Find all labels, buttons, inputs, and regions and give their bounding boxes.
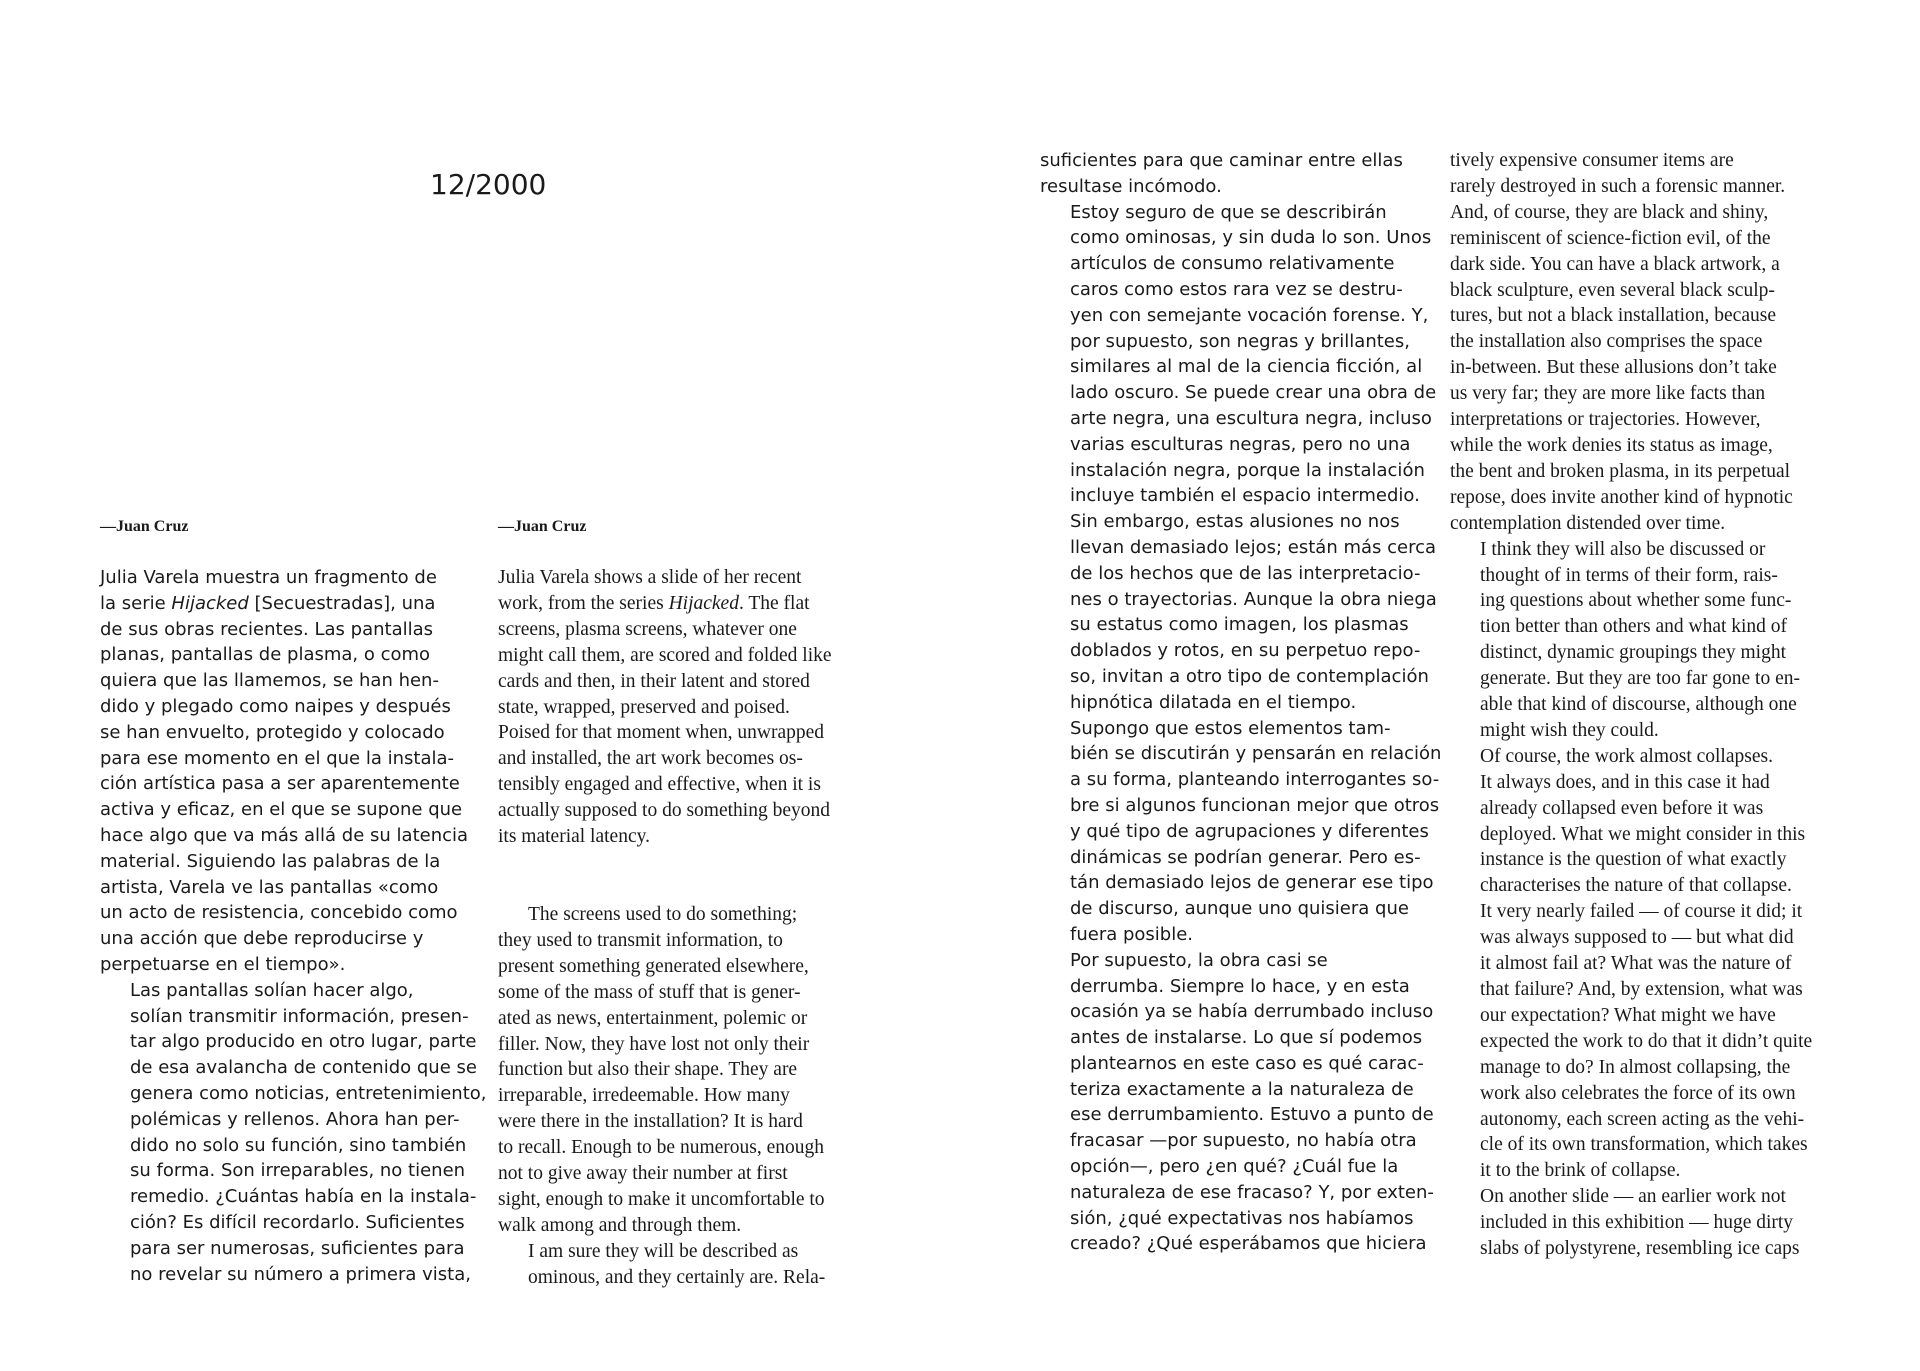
- text-line: distinct, dynamic groupings they might: [1480, 642, 1787, 664]
- text-line: la serie Hijacked [Secuestradas], una: [100, 592, 436, 614]
- text-line: deployed. What we might consider in this: [1480, 823, 1806, 845]
- text-line: una acción que debe reproducirse y: [100, 928, 424, 950]
- text-line: ing questions about whether some func-: [1480, 590, 1792, 612]
- text-line: present something generated elsewhere,: [498, 955, 809, 977]
- text-line: included in this exhibition — huge dirty: [1480, 1212, 1794, 1234]
- paragraph: [100, 565, 485, 978]
- text-line: expected the work to do that it didn’t quite: [1480, 1030, 1813, 1052]
- paragraph: [498, 902, 878, 1239]
- text-line: tion better than others and what kind of: [1480, 616, 1788, 638]
- text-line: irreparable, irredeemable. How many: [498, 1085, 790, 1107]
- text-line: screens, plasma screens, whatever one: [498, 618, 797, 640]
- text-line: ese derrumbamiento. Estuvo a punto de: [1070, 1104, 1434, 1126]
- text-line: perpetuarse en el tiempo».: [100, 953, 346, 975]
- text-line: suficientes para que caminar entre ellas: [1040, 150, 1403, 171]
- column-english-2: [1450, 148, 1840, 1262]
- text-line: Julia Varela shows a slide of her recent: [498, 567, 802, 588]
- text-line: that failure? And, by extension, what was: [1480, 979, 1803, 1000]
- text-line: su forma. Son irreparables, no tienen: [130, 1160, 466, 1182]
- text-line: It always does, and in this case it had: [1480, 771, 1770, 793]
- text-line: arte negra, una escultura negra, incluso: [1070, 407, 1432, 429]
- text-line: para ese momento en el que la instala-: [100, 747, 454, 769]
- text-line: a su forma, planteando interrogantes so-: [1070, 769, 1440, 791]
- text-line: remedio. ¿Cuántas había en la instala-: [130, 1186, 477, 1208]
- text-line: were there in the installation? It is hard: [498, 1111, 803, 1133]
- text-line: dinámicas se podrían generar. Pero es-: [1070, 846, 1421, 868]
- column-spanish-2: [1040, 148, 1442, 1257]
- text-line: tures, but not a black installation, because: [1450, 305, 1776, 327]
- text-line: fuera posible.: [1070, 923, 1194, 945]
- byline-spanish: —Juan Cruz: [100, 518, 189, 535]
- text-line: activa y eficaz, en el que se supone que: [100, 799, 463, 821]
- text-line: similares al mal de la ciencia ficción, al: [1070, 356, 1423, 378]
- text-line: plantearnos en este caso es qué carac-: [1070, 1052, 1424, 1074]
- text-line: thought of in terms of their form, rais-: [1480, 564, 1778, 586]
- text-line: the installation also comprises the space: [1450, 331, 1763, 353]
- text-line: rarely destroyed in such a forensic manner.: [1450, 175, 1786, 197]
- text-line: On another slide — an earlier work not: [1480, 1186, 1786, 1208]
- text-line: Supongo que estos elementos tam-: [1070, 717, 1391, 739]
- text-line: And, of course, they are black and shiny,: [1450, 201, 1769, 223]
- text-line: black sculpture, even several black sculp-: [1450, 279, 1775, 301]
- paragraph: [498, 565, 878, 850]
- text-line: repose, does invite another kind of hypnotic: [1450, 486, 1793, 508]
- text-line: solían transmitir información, presen-: [130, 1005, 469, 1027]
- text-line: tar algo producido en otro lugar, parte: [130, 1031, 477, 1053]
- text-line: como ominosas, y sin duda lo son. Unos: [1070, 227, 1432, 249]
- text-line: de esa avalancha de contenido que se: [130, 1057, 477, 1079]
- text-line: reminiscent of science-fiction evil, of the: [1450, 227, 1771, 249]
- series-title: Hijacked: [171, 592, 249, 614]
- text-line: so, invitan a otro tipo de contemplación: [1070, 665, 1429, 687]
- text-line: tively expensive consumer items are: [1450, 150, 1734, 171]
- column-spanish-1: [100, 565, 485, 1287]
- text-line: actually supposed to do something beyond: [498, 800, 830, 822]
- text-line: It very nearly failed — of course it did; it: [1480, 901, 1803, 923]
- paragraph: [498, 1239, 878, 1291]
- text-line: was always supposed to — but what did: [1480, 927, 1794, 949]
- text-line: to recall. Enough to be numerous, enough: [498, 1137, 825, 1159]
- text-line: bre si algunos funcionan mejor que otros: [1070, 794, 1440, 816]
- text-line: incluye también el espacio intermedio.: [1070, 485, 1420, 507]
- text-line: caros como estos rara vez se destru-: [1070, 278, 1403, 300]
- text-line: lado oscuro. Se puede crear una obra de: [1070, 382, 1437, 404]
- text-line: hipnótica dilatada en el tiempo.: [1070, 691, 1357, 713]
- text-line: instalación negra, porque la instalación: [1070, 459, 1425, 481]
- text-line: planas, pantallas de plasma, o como: [100, 644, 431, 666]
- text-line: Por supuesto, la obra casi se: [1070, 949, 1328, 971]
- text-line: Julia Varela muestra un fragmento de: [100, 567, 437, 588]
- text-line: cle of its own transformation, which takes: [1480, 1134, 1808, 1156]
- text-line: de los hechos que de las interpretacio-: [1070, 562, 1421, 584]
- text-line: already collapsed even before it was: [1480, 797, 1764, 819]
- paragraph: [1040, 200, 1437, 716]
- text-line: while the work denies its status as image,: [1450, 434, 1773, 456]
- text-line: us very far; they are more like facts than: [1450, 383, 1766, 405]
- paragraph: [1450, 744, 1840, 1184]
- text-line: naturaleza de ese fracaso? Y, por exten-: [1070, 1181, 1434, 1203]
- paragraph: [1450, 148, 1840, 537]
- text-line: and installed, the art work becomes os-: [498, 748, 803, 770]
- text-line: autonomy, each screen acting as the vehi-: [1480, 1108, 1805, 1130]
- text-line: they used to transmit information, to: [498, 929, 783, 951]
- text-line: state, wrapped, preserved and poised.: [498, 696, 790, 718]
- text-line: ción? Es difícil recordarlo. Suficientes: [130, 1211, 465, 1233]
- text-line: artículos de consumo relativamente: [1070, 253, 1395, 275]
- text-line: un acto de resistencia, concebido como: [100, 902, 458, 924]
- text-line: varias esculturas negras, pero no una: [1070, 433, 1411, 455]
- text-line: material. Siguiendo las palabras de la: [100, 850, 441, 872]
- text-line: instance is the question of what exactly: [1480, 849, 1787, 871]
- text-line: su estatus como imagen, los plasmas: [1070, 614, 1409, 636]
- text-line: Las pantallas solían hacer algo,: [130, 979, 414, 1001]
- text-line: yen con semejante vocación forense. Y,: [1070, 304, 1429, 326]
- text-line: Of course, the work almost collapses.: [1480, 745, 1773, 767]
- text-line: able that kind of discourse, although one: [1480, 694, 1797, 716]
- text-line: nes o trayectorias. Aunque la obra niega: [1070, 588, 1437, 610]
- text-line: resultase incómodo.: [1040, 175, 1222, 197]
- text-line: our expectation? What might we have: [1480, 1004, 1776, 1026]
- text-line: interpretations or trajectories. However,: [1450, 409, 1761, 431]
- text-line: bién se discutirán y pensarán en relación: [1070, 743, 1442, 765]
- text-line: function but also their shape. They are: [498, 1059, 798, 1081]
- byline-english: —Juan Cruz: [498, 518, 587, 535]
- paragraph: [1040, 148, 1420, 200]
- text-line: derrumba. Siempre lo hace, y en esta: [1070, 975, 1410, 997]
- text-line: Poised for that moment when, unwrapped: [498, 722, 825, 744]
- text-line: might call them, are scored and folded like: [498, 644, 832, 666]
- text-line: y qué tipo de agrupaciones y diferentes: [1070, 820, 1429, 842]
- column-english-1: [498, 565, 878, 1291]
- text-line: se han envuelto, protegido y colocado: [100, 721, 445, 743]
- text-line: in-between. But these allusions don’t take: [1450, 357, 1777, 379]
- text-line: antes de instalarse. Lo que sí podemos: [1070, 1027, 1423, 1049]
- text-line: it to the brink of collapse.: [1480, 1160, 1681, 1182]
- text-line: Estoy seguro de que se describirán: [1070, 201, 1387, 223]
- text-line: sight, enough to make it uncomfortable to: [498, 1188, 825, 1210]
- text-line: generate. But they are too far gone to en-: [1480, 668, 1800, 690]
- text-line: de discurso, aunque uno quisiera que: [1070, 898, 1409, 920]
- text-line: fracasar —por supuesto, no había otra: [1070, 1130, 1417, 1152]
- page-title: 12/2000: [430, 168, 547, 201]
- text-line: dido no solo su función, sino también: [130, 1134, 467, 1156]
- text-line: walk among and through them.: [498, 1214, 742, 1236]
- text-line: not to give away their number at first: [498, 1163, 788, 1185]
- text-line: dido y plegado como naipes y después: [100, 695, 451, 717]
- text-line: characterises the nature of that collapse.: [1480, 875, 1792, 897]
- text-line: tán demasiado lejos de generar ese tipo: [1070, 872, 1434, 894]
- text-line: dark side. You can have a black artwork, a: [1450, 253, 1780, 275]
- paragraph: [1040, 716, 1442, 948]
- text-line: teriza exactamente a la naturaleza de: [1070, 1078, 1414, 1100]
- text-line: slabs of polystyrene, resembling ice caps: [1480, 1238, 1800, 1260]
- text-line: artista, Varela ve las pantallas «como: [100, 876, 439, 898]
- text-line: I am sure they will be described as: [528, 1240, 799, 1262]
- text-line: de sus obras recientes. Las pantallas: [100, 618, 434, 640]
- text-line: work also celebrates the force of its own: [1480, 1082, 1796, 1104]
- text-line: sión, ¿qué expectativas nos habíamos: [1070, 1207, 1414, 1229]
- text-line: ated as news, entertainment, polemic or: [498, 1007, 808, 1029]
- paragraph: [100, 978, 485, 1288]
- series-title: Hijacked: [668, 592, 739, 614]
- text-line: the bent and broken plasma, in its perpetual: [1450, 460, 1791, 482]
- text-line: no revelar su número a primera vista,: [130, 1263, 471, 1285]
- text-line: por supuesto, son negras y brillantes,: [1070, 330, 1410, 352]
- text-line: genera como noticias, entretenimiento,: [130, 1082, 487, 1104]
- text-line: opción—, pero ¿en qué? ¿Cuál fue la: [1070, 1156, 1399, 1178]
- text-line: polémicas y rellenos. Ahora han per-: [130, 1108, 460, 1130]
- text-line: might wish they could.: [1480, 719, 1659, 741]
- paragraph-gap: [498, 850, 878, 902]
- text-line: some of the mass of stuff that is gener-: [498, 981, 801, 1003]
- text-line: contemplation distended over time.: [1450, 512, 1726, 534]
- text-line: The screens used to do something;: [528, 903, 798, 925]
- text-line: manage to do? In almost collapsing, the: [1480, 1056, 1791, 1078]
- paragraph: [1450, 1184, 1840, 1262]
- text-line: ocasión ya se había derrumbado incluso: [1070, 1001, 1434, 1023]
- text-line: work, from the series Hijacked. The flat: [498, 592, 810, 614]
- text-line: para ser numerosas, suficientes para: [130, 1237, 465, 1259]
- text-line: it almost fail at? What was the nature of: [1480, 953, 1792, 975]
- paragraph: [1450, 537, 1840, 744]
- text-line: I think they will also be discussed or: [1480, 538, 1766, 560]
- text-line: ción artística pasa a ser aparentemente: [100, 773, 460, 795]
- text-line: creado? ¿Qué esperábamos que hiciera: [1070, 1233, 1427, 1255]
- text-line: doblados y rotos, en su perpetuo repo-: [1070, 640, 1421, 662]
- text-line: llevan demasiado lejos; están más cerca: [1070, 536, 1437, 558]
- text-line: ominous, and they certainly are. Rela-: [528, 1266, 826, 1288]
- text-line: hace algo que va más allá de su latencia: [100, 824, 469, 846]
- text-line: quiera que las llamemos, se han hen-: [100, 670, 439, 692]
- text-line: filler. Now, they have lost not only their: [498, 1033, 810, 1055]
- text-line: tensibly engaged and effective, when it is: [498, 774, 821, 796]
- text-line: cards and then, in their latent and stored: [498, 670, 810, 692]
- text-line: its material latency.: [498, 826, 650, 848]
- text-line: Sin embargo, estas alusiones no nos: [1070, 511, 1400, 533]
- paragraph: [1040, 948, 1434, 1258]
